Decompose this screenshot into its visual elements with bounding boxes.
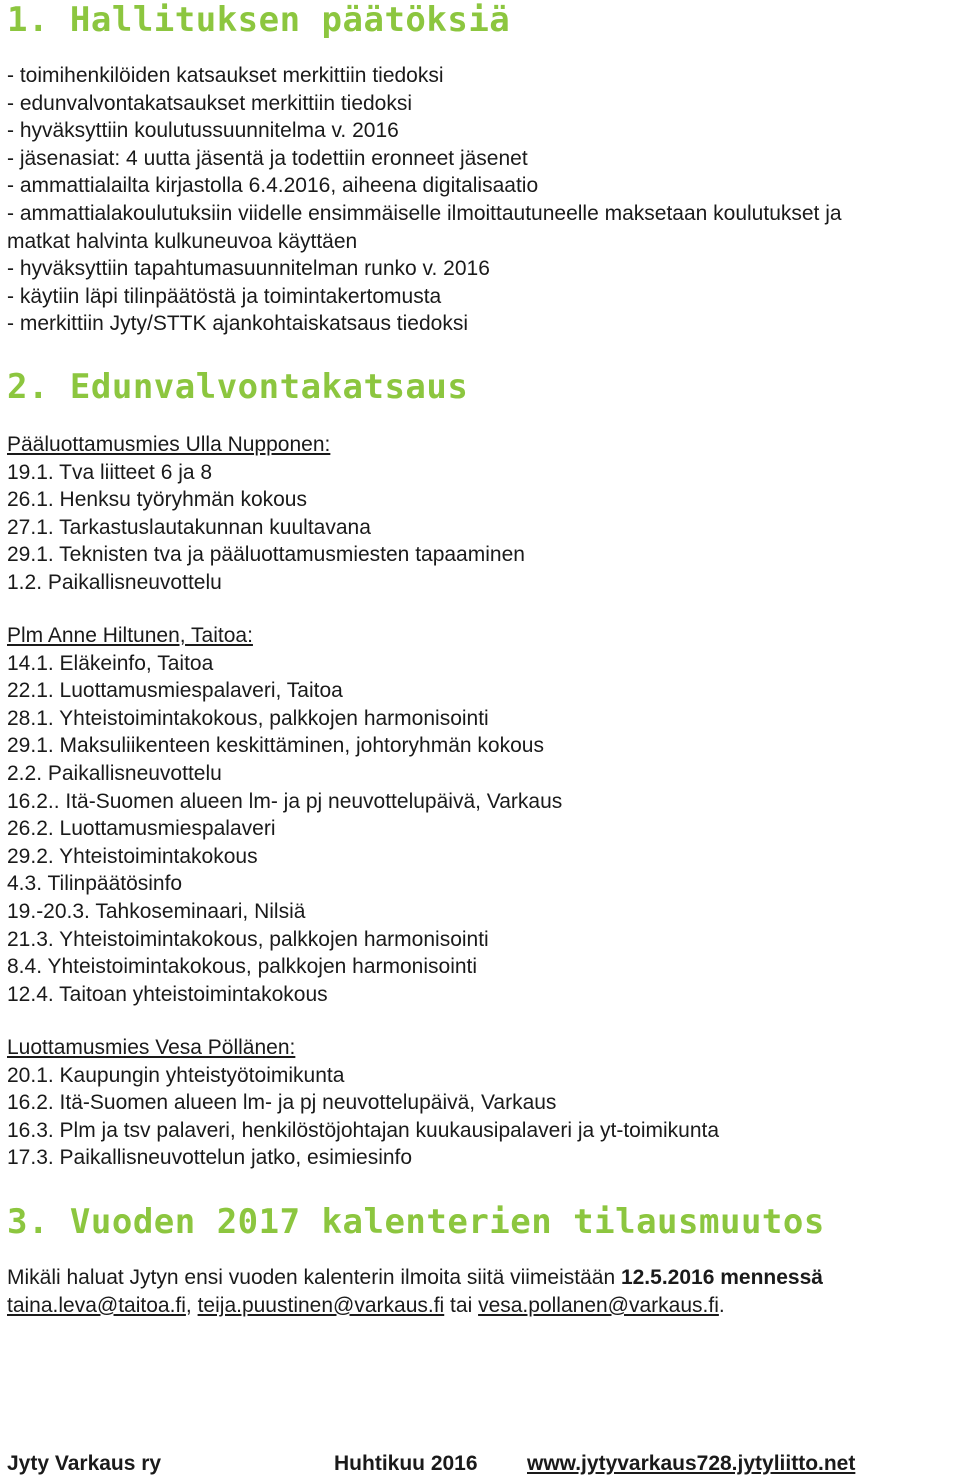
list-item: - käytiin läpi tilinpäätöstä ja toimintakertomusta xyxy=(7,284,442,308)
list-item: 14.1. Eläkeinfo, Taitoa xyxy=(7,651,214,675)
footer-date: Huhtikuu 2016 xyxy=(334,1452,478,1475)
email-link-vesa[interactable]: vesa.pollanen@varkaus.fi xyxy=(478,1293,719,1317)
list-item: 19.1. Tva liitteet 6 ja 8 xyxy=(7,460,213,484)
list-item: 29.1. Teknisten tva ja pääluottamusmiesten tapaaminen xyxy=(7,543,525,567)
section2-title: 2. Edunvalvontakatsaus xyxy=(7,367,469,407)
section3-body xyxy=(7,1264,823,1319)
list-item: - hyväksyttiin tapahtumasuunnitelman runko v. 2016 xyxy=(7,257,490,281)
list-item: 26.2. Luottamusmiespalaveri xyxy=(7,817,276,841)
footer-website-link[interactable]: www.jytyvarkaus728.jytyliitto.net xyxy=(527,1452,856,1475)
group-ulla-nupponen xyxy=(7,431,525,597)
separator: , xyxy=(185,1293,198,1317)
list-item: 22.1. Luottamusmiespalaveri, Taitoa xyxy=(7,679,343,703)
group-heading: Plm Anne Hiltunen, Taitoa: xyxy=(7,624,253,647)
section1-title: 1. Hallituksen päätöksiä xyxy=(7,0,511,40)
list-item: 4.3. Tilinpäätösinfo xyxy=(7,872,183,896)
email-link-taina[interactable]: taina.leva@taitoa.fi xyxy=(7,1293,186,1317)
list-item: 16.2. Itä-Suomen alueen lm- ja pj neuvottelupäivä, Varkaus xyxy=(7,1091,557,1115)
order-instruction: Mikäli haluat Jytyn ensi vuoden kalenterin ilmoita siitä viimeistään xyxy=(7,1266,621,1289)
list-item: 1.2. Paikallisneuvottelu xyxy=(7,570,222,594)
footer-org: Jyty Varkaus ry xyxy=(7,1452,162,1475)
list-item: 8.4. Yhteistoimintakokous, palkkojen harmonisointi xyxy=(7,955,478,979)
group-anne-hiltunen xyxy=(7,622,562,1008)
section1-list xyxy=(7,62,842,338)
group-heading: Pääluottamusmies Ulla Nupponen: xyxy=(7,433,331,456)
section3-title: 3. Vuoden 2017 kalenterien tilausmuutos xyxy=(7,1202,825,1242)
list-item: 19.-20.3. Tahkoseminaari, Nilsiä xyxy=(7,899,306,923)
list-item: - jäsenasiat: 4 uutta jäsentä ja todettiin eronneet jäsenet xyxy=(7,146,528,170)
list-item: 12.4. Taitoan yhteistoimintakokous xyxy=(7,982,328,1006)
list-item: 17.3. Paikallisneuvottelun jatko, esimiesinfo xyxy=(7,1146,413,1170)
list-item: 26.1. Henksu työryhmän kokous xyxy=(7,488,307,512)
order-deadline: 12.5.2016 mennessä xyxy=(620,1266,823,1289)
list-item: - merkittiin Jyty/STTK ajankohtaiskatsaus tiedoksi xyxy=(7,312,468,336)
list-item: - ammattialakoulutuksiin viidelle ensimmäiselle ilmoittautuneelle maksetaan koulutukset ja xyxy=(7,201,842,225)
list-item: 29.2. Yhteistoimintakokous xyxy=(7,844,258,868)
separator: . xyxy=(718,1293,725,1317)
email-link-teija[interactable]: teija.puustinen@varkaus.fi xyxy=(197,1293,445,1317)
list-item: 16.3. Plm ja tsv palaveri, henkilöstöjohtajan kuukausipalaveri ja yt-toimikunta xyxy=(7,1118,720,1142)
list-item: 27.1. Tarkastuslautakunnan kuultavana xyxy=(7,515,371,539)
group-heading: Luottamusmies Vesa Pöllänen: xyxy=(7,1036,296,1059)
list-item: 28.1. Yhteistoimintakokous, palkkojen harmonisointi xyxy=(7,706,489,730)
page-footer xyxy=(7,1452,957,1482)
list-item: - hyväksyttiin koulutussuunnitelma v. 2016 xyxy=(7,119,399,143)
separator: tai xyxy=(444,1293,479,1317)
list-item: 16.2.. Itä-Suomen alueen lm- ja pj neuvottelupäivä, Varkaus xyxy=(7,789,563,813)
list-item: 21.3. Yhteistoimintakokous, palkkojen harmonisointi xyxy=(7,927,489,951)
list-item: - ammattialailta kirjastolla 6.4.2016, aiheena digitalisaatio xyxy=(7,174,539,198)
calendar-order-text xyxy=(7,1264,823,1292)
list-item: 29.1. Maksuliikenteen keskittäminen, johtoryhmän kokous xyxy=(7,734,544,758)
list-item: - toimihenkilöiden katsaukset merkittiin tiedoksi xyxy=(7,64,444,87)
email-contacts xyxy=(7,1292,823,1320)
list-item: 2.2. Paikallisneuvottelu xyxy=(7,761,222,785)
list-item: - edunvalvontakatsaukset merkittiin tiedoksi xyxy=(7,91,413,115)
list-item: matkat halvinta kulkuneuvoa käyttäen xyxy=(7,229,358,253)
group-vesa-pollanen xyxy=(7,1034,719,1172)
list-item: 20.1. Kaupungin yhteistyötoimikunta xyxy=(7,1063,345,1087)
